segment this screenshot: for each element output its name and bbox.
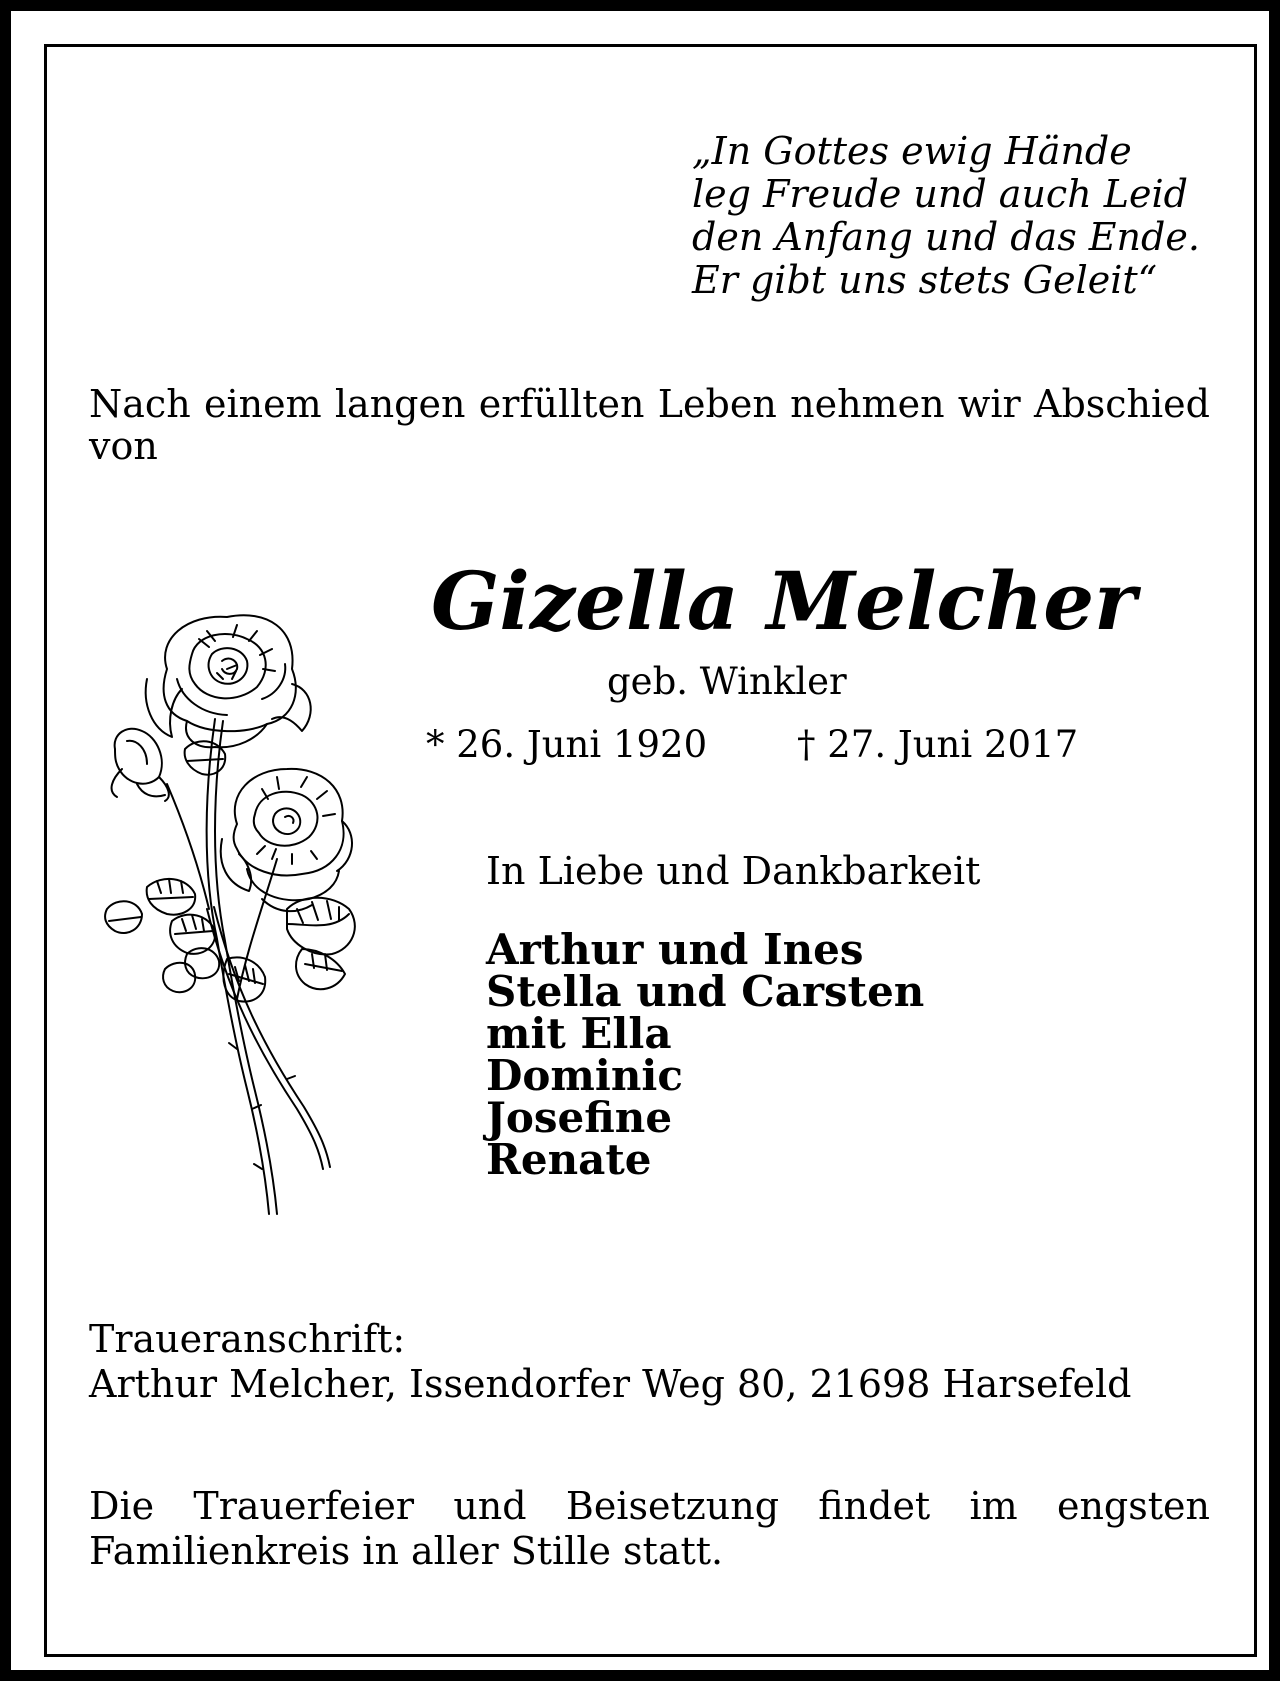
family-member: Josefine bbox=[486, 1093, 673, 1142]
death-date: † 27. Juni 2017 bbox=[797, 723, 1079, 766]
family-member: Stella und Carsten bbox=[486, 967, 925, 1016]
birth-date: * 26. Juni 1920 bbox=[426, 723, 708, 766]
family-member: mit Ella bbox=[486, 1009, 672, 1058]
family-member: Renate bbox=[486, 1135, 652, 1184]
family-list bbox=[486, 925, 925, 1184]
verse-line: leg Freude und auch Leid bbox=[692, 172, 1188, 216]
family-member: Arthur und Ines bbox=[486, 925, 864, 974]
address-line: Arthur Melcher, Issendorfer Weg 80, 21698 Harsefeld bbox=[89, 1362, 1132, 1406]
memorial-verse bbox=[692, 130, 1200, 302]
deceased-name: Gizella Melcher bbox=[431, 554, 1137, 648]
verse-line: Er gibt uns stets Geleit“ bbox=[692, 258, 1158, 302]
rose-icon bbox=[87, 609, 367, 1221]
family-member: Dominic bbox=[486, 1051, 683, 1100]
verse-line: den Anfang und das Ende. bbox=[692, 215, 1200, 259]
verse-line: „In Gottes ewig Hände bbox=[692, 129, 1132, 173]
mourning-address bbox=[89, 1317, 1131, 1407]
funeral-notice: Die Trauerfeier und Beisetzung findet im engsten Familienkreis in aller Stille statt. bbox=[89, 1484, 1210, 1573]
address-label: Traueranschrift: bbox=[89, 1317, 406, 1361]
birth-name: geb. Winkler bbox=[607, 660, 847, 703]
intro-text: Nach einem langen erfüllten Leben nehmen wir Abschied von bbox=[89, 382, 1210, 468]
thanks-line: In Liebe und Dankbarkeit bbox=[486, 849, 981, 893]
